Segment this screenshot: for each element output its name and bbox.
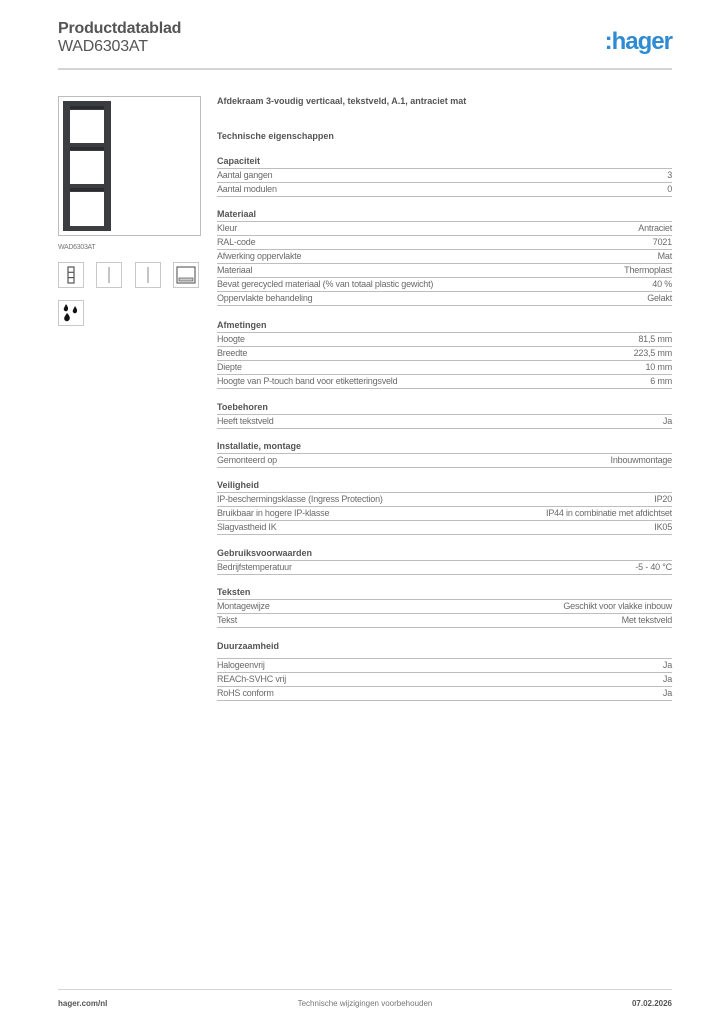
spec-value: 3 xyxy=(667,170,672,180)
line-icon xyxy=(135,262,161,288)
spec-key: Bedrijfstemperatuur xyxy=(217,562,292,572)
spec-key: Halogeenvrij xyxy=(217,660,265,670)
spec-value: Gelakt xyxy=(647,293,672,303)
spec-row xyxy=(217,361,672,375)
spec-key: Tekst xyxy=(217,615,238,625)
product-image xyxy=(58,96,201,236)
product-specifications xyxy=(217,96,672,698)
disclaimer-text: Technische wijzigingen voorbehouden xyxy=(297,999,433,1008)
spec-row xyxy=(217,222,672,236)
spec-value: Antraciet xyxy=(638,223,672,233)
three-gang-vertical-icon xyxy=(58,262,84,288)
product-description: Afdekraam 3-voudig verticaal, tekstveld, A.1, antraciet mat xyxy=(217,96,467,106)
spec-key: Kleur xyxy=(217,223,238,233)
section-duurzaamheid xyxy=(217,641,672,701)
spec-row xyxy=(217,333,672,347)
spec-value: IK05 xyxy=(654,522,672,532)
header-divider xyxy=(58,68,672,70)
spec-row xyxy=(217,236,672,250)
spec-row xyxy=(217,561,672,575)
section-afmetingen xyxy=(217,320,672,389)
spec-key: Slagvastheid IK xyxy=(217,522,277,532)
spec-row xyxy=(217,415,672,429)
spec-key: Montagewijze xyxy=(217,601,270,611)
spec-value: Ja xyxy=(662,416,672,426)
spec-value: 10 mm xyxy=(645,362,672,372)
spec-value: Mat xyxy=(657,251,672,261)
footer-divider xyxy=(58,989,672,990)
spec-key: REACh-SVHC vrij xyxy=(217,674,287,684)
spec-value: IP20 xyxy=(654,494,672,504)
section-title: Gebruiksvoorwaarden xyxy=(217,548,672,561)
spec-row xyxy=(217,278,672,292)
section-veiligheid xyxy=(217,480,672,535)
image-caption: WAD6303AT xyxy=(58,244,96,251)
section-gebruiksvoorwaarden xyxy=(217,548,672,575)
section-title: Afmetingen xyxy=(217,320,672,333)
spec-key: Bevat gerecycled materiaal (% van totaal plastic gewicht) xyxy=(217,279,434,289)
spec-row xyxy=(217,347,672,361)
spec-row xyxy=(217,614,672,628)
section-teksten xyxy=(217,587,672,628)
page-header xyxy=(58,20,672,56)
section-toebehoren xyxy=(217,402,672,429)
product-code: WAD6303AT xyxy=(58,38,148,55)
spec-row xyxy=(217,659,672,673)
spec-row xyxy=(217,292,672,306)
spec-value: IP44 in combinatie met afdichtset xyxy=(546,508,672,518)
spec-key: Aantal modulen xyxy=(217,184,277,194)
spec-value: Ja xyxy=(662,674,672,684)
section-capaciteit xyxy=(217,156,672,197)
spec-key: Heeft tekstveld xyxy=(217,416,274,426)
spec-row xyxy=(217,454,672,468)
spec-key: Bruikbaar in hogere IP-klasse xyxy=(217,508,330,518)
label-field-icon xyxy=(173,262,199,288)
spec-row xyxy=(217,507,672,521)
section-title: Veiligheid xyxy=(217,480,672,493)
document-date: 07.02.2026 xyxy=(631,999,672,1008)
section-installatie-montage xyxy=(217,441,672,468)
spec-key: Breedte xyxy=(217,348,248,358)
spec-key: IP-beschermingsklasse (Ingress Protection) xyxy=(217,494,383,504)
website-link[interactable]: hager.com/nl xyxy=(58,999,108,1008)
spec-key: Materiaal xyxy=(217,265,253,275)
water-drops-icon xyxy=(58,300,84,326)
section-title: Toebehoren xyxy=(217,402,672,415)
spec-value: -5 - 40 °C xyxy=(635,562,672,572)
technical-properties-title: Technische eigenschappen xyxy=(217,131,334,141)
spec-key: Diepte xyxy=(217,362,242,372)
spec-row xyxy=(217,375,672,389)
section-title: Capaciteit xyxy=(217,156,672,169)
spec-value: Inbouwmontage xyxy=(610,455,672,465)
section-title: Duurzaamheid xyxy=(217,641,672,659)
spec-value: Met tekstveld xyxy=(621,615,672,625)
spec-value: 223,5 mm xyxy=(633,348,672,358)
spec-key: RAL-code xyxy=(217,237,256,247)
spec-row xyxy=(217,183,672,197)
spec-row xyxy=(217,673,672,687)
spec-key: RoHS conform xyxy=(217,688,274,698)
section-title: Materiaal xyxy=(217,209,672,222)
spec-value: Geschikt voor vlakke inbouw xyxy=(563,601,672,611)
section-title: Teksten xyxy=(217,587,672,600)
hager-logo: :hager xyxy=(604,28,672,55)
spec-value: 6 mm xyxy=(650,376,672,386)
section-materiaal xyxy=(217,209,672,306)
spec-value: Ja xyxy=(662,688,672,698)
spec-value: Ja xyxy=(662,660,672,670)
spec-key: Afwerking oppervlakte xyxy=(217,251,302,261)
document-title: Productdatablad xyxy=(58,20,182,37)
section-title: Installatie, montage xyxy=(217,441,672,454)
spec-value: 40 % xyxy=(652,279,672,289)
spec-value: Thermoplast xyxy=(624,265,672,275)
spec-key: Gemonteerd op xyxy=(217,455,277,465)
spec-row xyxy=(217,687,672,701)
spec-row xyxy=(217,521,672,535)
spec-row xyxy=(217,169,672,183)
spec-row xyxy=(217,493,672,507)
spec-key: Hoogte xyxy=(217,334,245,344)
spec-row xyxy=(217,600,672,614)
spec-value: 7021 xyxy=(652,237,672,247)
spec-row xyxy=(217,264,672,278)
line-icon xyxy=(96,262,122,288)
spec-value: 0 xyxy=(667,184,672,194)
spec-key: Aantal gangen xyxy=(217,170,273,180)
spec-key: Oppervlakte behandeling xyxy=(217,293,313,303)
spec-row xyxy=(217,250,672,264)
spec-key: Hoogte van P-touch band voor etiketteringsveld xyxy=(217,376,398,386)
cover-frame-illustration xyxy=(63,101,111,231)
spec-value: 81,5 mm xyxy=(638,334,672,344)
